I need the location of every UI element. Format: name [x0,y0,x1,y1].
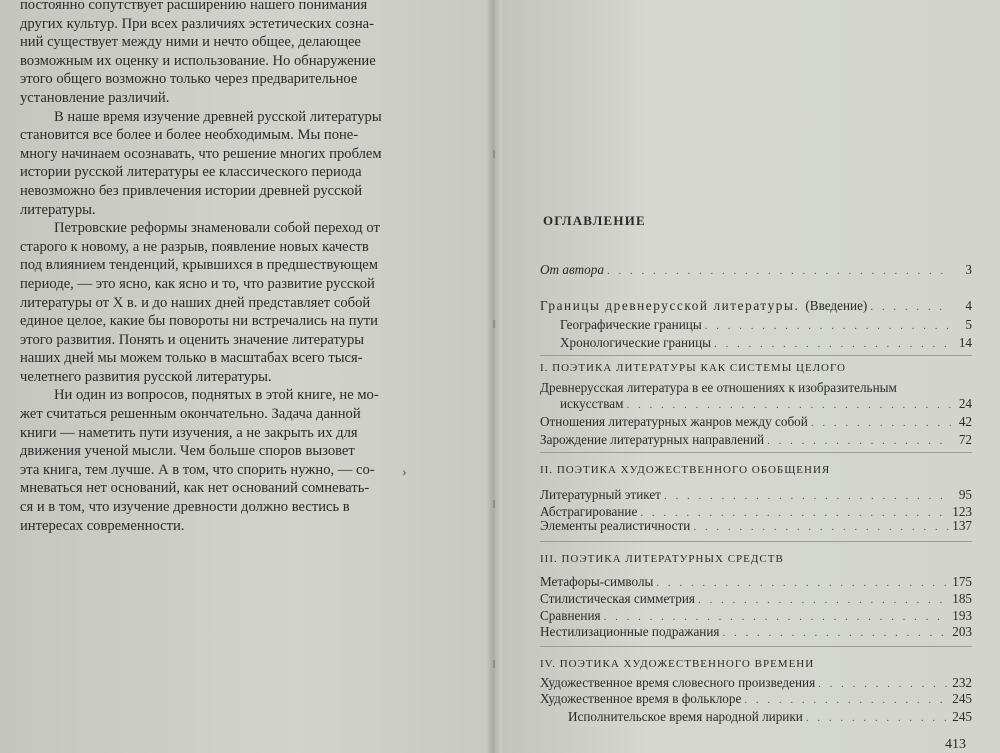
text-line: литературы от X в. и до наших дней представляет собой [20,294,371,311]
leader-dots [767,433,951,449]
toc-page-number: 95 [958,487,972,502]
leader-dots [693,519,949,535]
leader-dots [656,575,949,591]
leader-dots [744,692,949,708]
toc-subentry [540,709,972,726]
toc-entry-title: Литературный этикет [540,487,661,502]
leader-dots [723,625,950,641]
section-divider [540,355,972,356]
text-line: движения ученой мысли. Чем больше споров вызовет [20,443,355,460]
text-line: наших дней мы можем только в масштабах всего тыся- [20,350,363,367]
toc-page-number: 5 [965,317,972,332]
text-line: под влиянием тенденций, крывшихся в предшествующем [20,257,379,274]
toc-page-number: 245 [952,691,972,706]
section-heading: III. ПОЭТИКА ЛИТЕРАТУРНЫХ СРЕДСТВ [540,553,784,565]
toc-page-number: 203 [952,624,972,639]
toc-entry-title: Элементы реалистичности [540,518,691,533]
text-line: мневаться нет оснований, как нет оснований сомневать- [20,480,370,497]
section-heading: IV. ПОЭТИКА ХУДОЖЕСТВЕННОГО ВРЕМЕНИ [540,658,815,670]
toc-entry-title: Нестилизационные подражания [540,624,720,639]
text-line: этого развития. Понять и оценить значение литературы [20,331,365,348]
text-line: ний существует между ними и нечто общее, делающее [20,34,361,51]
text-line: многу начинаем осознавать, что решение многих проблем [20,145,382,162]
text-line: возможным их оценку и использование. Но обнаружение [20,52,376,69]
toc-subentry [540,335,972,352]
leader-dots [818,676,949,692]
toc-page-number: 232 [952,675,972,690]
toc-entry-title: Метафоры-символы [540,574,654,589]
paragraph [20,108,452,220]
toc-entry-title: Древнерусская литература в ее отношениях к изобразительным [540,380,897,395]
toc-entry-title: От автора [540,262,604,277]
toc-page-number: 137 [952,518,972,533]
section-divider [540,452,972,453]
toc-entry-intro [540,298,972,315]
leader-dots [698,592,949,608]
binding-stitch [493,500,495,508]
paragraph [20,0,452,108]
toc-entry-continuation [540,396,972,413]
binding-stitch [493,660,495,668]
binding-stitch [493,320,495,328]
toc-entry [540,432,972,449]
toc-subentry [540,317,972,334]
leader-dots [604,609,950,625]
text-line: старого к новому, а не разрыв, появление новых качеств [20,238,369,255]
toc-page-number: 4 [965,298,972,313]
text-line: жет считаться решенным окончательно. Задача данной [20,406,361,423]
toc-heading: ОГЛАВЛЕНИЕ [543,213,646,228]
toc-page-number: 24 [958,396,972,411]
toc-page-number: 175 [952,574,972,589]
toc-page-number: 185 [952,591,972,606]
text-line: невозможно без привлечения истории древней русской [20,182,363,199]
text-line: В наше время изучение древней русской литературы [54,108,382,125]
toc-entry [540,380,950,396]
toc-entry-title: Отношения литературных жанров между собой [540,414,808,429]
toc-entry-title: Зарождение литературных направлений [540,432,765,447]
text-line: единое целое, какие бы повороты ни встречались на пути [20,313,378,330]
text-line: постоянно сопутствует расширению нашего понимания [20,0,368,13]
leader-dots [811,415,951,431]
text-line: эта книга, тем лучше. А в том, что спорить нужно, — со- [20,461,375,478]
toc-entry [540,675,972,692]
toc-entry-title: Исполнительское время народной лирики [568,709,803,724]
section-divider [540,646,972,647]
text-line: литературы. [20,201,96,218]
text-line: становится все более и более необходимым. Мы поне- [20,127,359,144]
text-line: истории русской литературы ее классического периода [20,164,362,181]
toc-page-number: 72 [958,432,972,447]
toc-page-number: 123 [952,504,972,519]
text-line: установление различий. [20,89,170,106]
toc-entry-title: искусствам [560,396,624,411]
toc-entry [540,574,972,591]
toc-entry-title: Художественное время в фольклоре [540,691,742,706]
toc-entry [540,487,972,504]
toc-entry-suffix: (Введение) [805,298,868,313]
binding-stitch [493,150,495,158]
toc-entry-title: Хронологические границы [560,335,711,350]
toc-entry-title: Географические границы [560,317,702,332]
toc-entry-title: Сравнения [540,608,601,623]
toc-entry-title: Границы древнерусской литературы. [540,298,800,313]
leader-dots [607,263,951,279]
paragraph [20,219,452,386]
toc-entry-preface [540,262,972,279]
toc-entry-title: Стилистическая симметрия [540,591,695,606]
leader-dots [664,488,951,504]
paragraph [20,386,452,535]
leader-dots [806,710,949,726]
text-line: Петровские реформы знаменовали собой переход от [54,220,380,237]
text-line: ся и в том, что изучение древности должно вестись в [20,499,350,516]
text-line: книги — наметить пути изучения, а не закрыть их для [20,424,358,441]
text-line: других культур. При всех различиях эстетических созна- [20,15,374,32]
text-line: интересах современности. [20,517,185,534]
toc-page-number: 245 [952,709,972,724]
leader-dots [870,299,951,315]
toc-entry [540,518,972,535]
section-divider [540,541,972,542]
text-line: Ни один из вопросов, поднятых в этой книге, не мо- [54,387,379,404]
text-line: периоде, — это ясно, как ясно и то, что развитие русской [20,275,375,292]
toc-page-number: 193 [952,608,972,623]
toc-page-number: 42 [958,414,972,429]
text-line: челетнего развития русской литературы. [20,368,272,385]
section-heading: I. ПОЭТИКА ЛИТЕРАТУРЫ КАК СИСТЕМЫ ЦЕЛОГО [540,362,847,374]
toc-entry [540,624,972,641]
text-line: этого общего возможно только через предварительное [20,71,358,88]
toc-entry [540,414,972,431]
leader-dots [705,318,951,334]
toc-entry-title: Абстрагирование [540,504,638,519]
toc-entry [540,691,972,708]
left-page-body [20,0,452,535]
pencil-mark: › [402,465,407,480]
toc-entry [540,591,972,608]
page-number: 413 [945,737,966,752]
toc-entry [540,608,972,625]
toc-entry-title: Художественное время словесного произведения [540,675,816,690]
toc-page-number: 3 [965,262,972,277]
leader-dots [714,336,951,352]
toc-page-number: 14 [958,335,972,350]
section-heading: II. ПОЭТИКА ХУДОЖЕСТВЕННОГО ОБОБЩЕНИЯ [540,464,831,476]
leader-dots [626,397,951,413]
book-spine [486,0,502,753]
